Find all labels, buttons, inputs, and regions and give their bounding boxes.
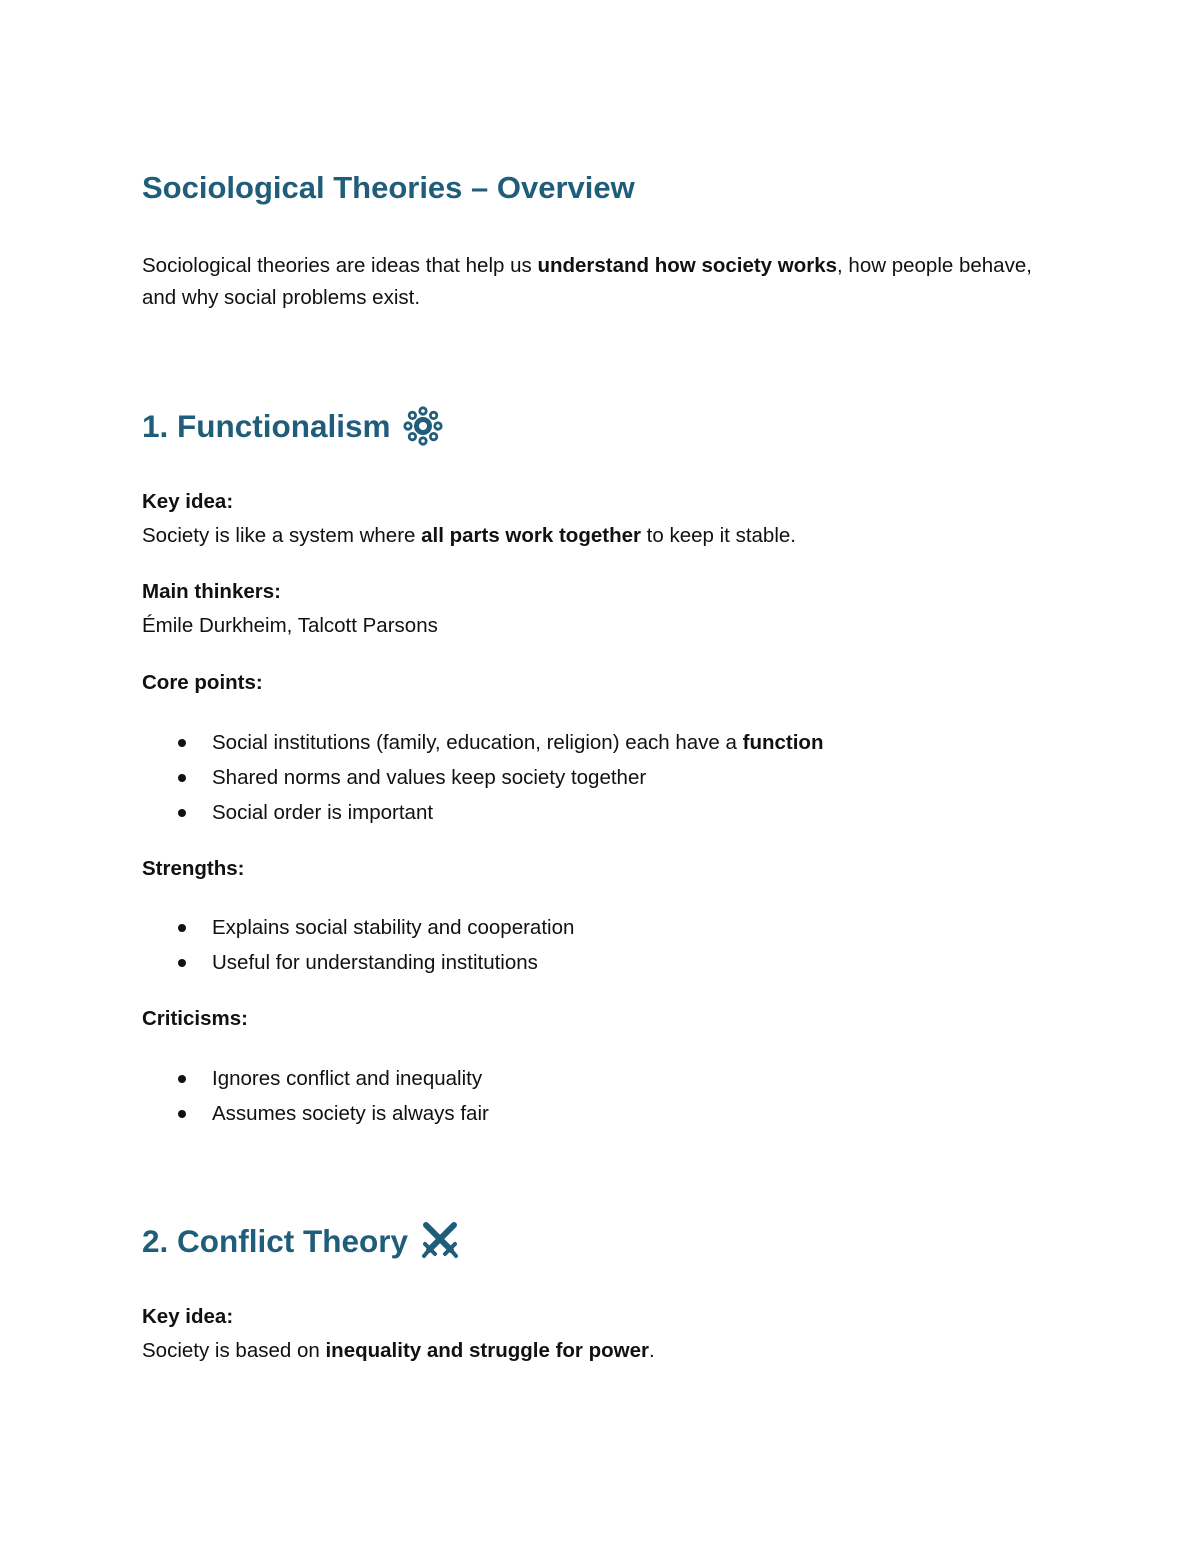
key-idea-end: . <box>648 1339 655 1362</box>
list-item: Useful for understanding institutions <box>142 950 574 985</box>
core-points-list <box>142 730 823 835</box>
list-item-text: Shared norms and values keep society together <box>212 766 647 789</box>
list-item: Assumes society is always fair <box>142 1101 489 1136</box>
section-heading-functionalism <box>142 406 443 446</box>
list-item <box>142 765 823 800</box>
key-idea-bold: all parts work together <box>421 524 641 547</box>
key-idea-label: Key idea: <box>142 490 234 513</box>
section-heading-text: 1. Functionalism <box>142 407 391 444</box>
section-heading-text: 2. Conflict Theory <box>142 1222 409 1259</box>
list-item: Ignores conflict and inequality <box>142 1066 489 1101</box>
strengths-label: Strengths: <box>142 857 245 880</box>
section-heading-conflict-theory <box>142 1221 460 1261</box>
list-item-text: Social order is important <box>212 801 434 824</box>
list-item-bold: function <box>742 731 824 754</box>
key-idea-text <box>142 524 796 548</box>
crossed-swords-icon <box>420 1221 460 1261</box>
key-idea-label: Key idea: <box>142 1305 234 1328</box>
list-item <box>142 730 823 765</box>
key-idea-end: to keep it stable. <box>640 524 796 547</box>
list-item: Explains social stability and cooperation <box>142 915 574 950</box>
strengths-list <box>142 915 574 985</box>
list-item-text: Social institutions (family, education, religion) each have a <box>212 731 743 754</box>
list-item <box>142 800 823 835</box>
key-idea-text <box>142 1339 655 1363</box>
key-idea-start: Society is like a system where <box>142 524 422 547</box>
criticisms-list <box>142 1066 489 1136</box>
gear-icon <box>403 406 443 446</box>
intro-text-end: , how people behave, and why social problems exist. <box>142 254 1032 309</box>
intro-paragraph <box>142 250 1052 314</box>
key-idea-bold: inequality and struggle for power <box>325 1339 649 1362</box>
main-thinkers-text: Émile Durkheim, Talcott Parsons <box>142 614 438 637</box>
core-points-label: Core points: <box>142 671 263 694</box>
main-thinkers-label: Main thinkers: <box>142 580 281 603</box>
intro-text-bold: understand how society works <box>537 254 838 277</box>
intro-text-start: Sociological theories are ideas that help us <box>142 254 538 277</box>
page-title: Sociological Theories – Overview <box>142 170 635 205</box>
key-idea-start: Society is based on <box>142 1339 326 1362</box>
criticisms-label: Criticisms: <box>142 1007 248 1030</box>
